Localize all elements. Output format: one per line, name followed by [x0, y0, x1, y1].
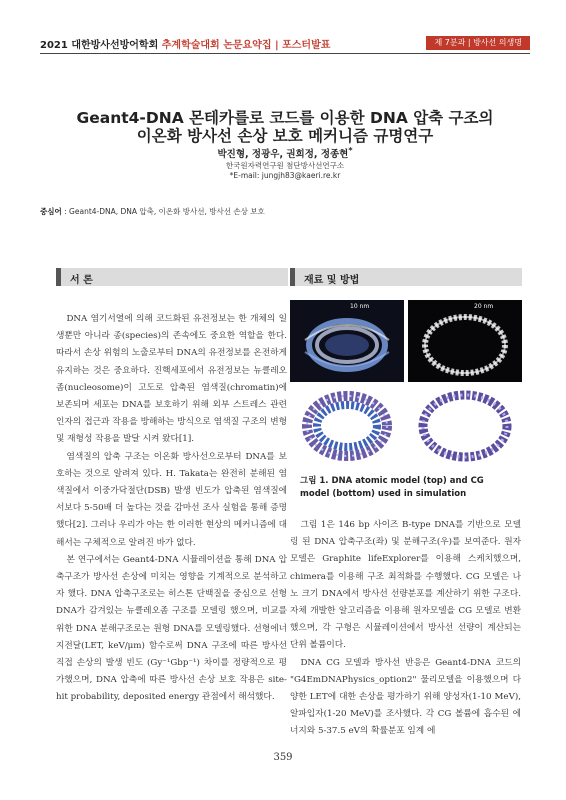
- authors: [40, 146, 530, 160]
- methods-paragraph-2: DNA CG 모델과 방사선 반응은 Geant4-DNA 코드의 "G4EmDNAPhysics_option2" 물리모델을 이용했으며 다양한 LET에 대한 손상을 평가하기 위해 양성자(1-10 MeV), 알파입자(1-20 MeV)를 조사했다. 각 CG 볼륨에 흡수된 에너지와 5-37.5 eV의 확률분포 임계 에: [290, 657, 521, 737]
- keywords-list: : Geant4-DNA, DNA 압축, 이온화 방사선, 방사선 손상 보호: [61, 207, 265, 216]
- figure-caption: 그림 1. DNA atomic model (top) and CG model (bottom) used in simulation: [300, 476, 484, 499]
- page-header: [40, 36, 530, 52]
- affiliation: 한국원자력연구원 첨단방사선연구소: [225, 161, 345, 170]
- scale-label-left: 10 nm: [350, 303, 370, 310]
- intro-paragraph-1: DNA 염기서열에 의해 코드화된 유전정보는 한 개체의 일생뿐만 아니라 종(species)의 존속에도 중요한 역할을 한다. 따라서 손상 위험의 노출로부터 DNA의 유전정보를 온전하게 유지하는 것은 중요하다. 진핵세포에서 유전정보는 뉴클레오좀(nucleosome)이 고도로 압축된 염색질(chromatin)에 보존되며 세포는 DNA를 보호하기 위해 외부 스트레스 관련 인자의 접근과 작용을 방해하는 방식으로 염색질 구조의 변형 및 재형성 작용을 발달 시켜 왔다[1].: [56, 314, 287, 445]
- intro-paragraph-2: 염색질의 압축 구조는 이온화 방사선으로부터 DNA를 보호하는 것으로 알려져 있다. H. Takata는 완전히 분해된 염색질에서 이중가닥절단(DSB) 발생 빈도가 압축된 염색질에서보다 5-50배 더 높다는 것을 감마선 조사 실험을 통해 증명했다[2]. 그러나 우리가 아는 한 이러한 현상의 메커니즘에 대해서는 구체적으로 알려진 바가 없다.: [56, 451, 287, 548]
- author-email: *E-mail: jungjh83@kaeri.re.kr: [229, 171, 341, 180]
- conference-name: 2021 대한방사선방어학회: [40, 40, 159, 51]
- methods-body: [290, 517, 521, 741]
- paper-title-line-1: Geant4-DNA 몬테카를로 코드를 이용한 DNA 압축 구조의: [76, 109, 494, 127]
- section-heading-bar: [56, 268, 61, 286]
- circular-cg-illustration: [408, 386, 522, 468]
- methods-paragraph-1: 그림 1은 146 bp 사이즈 B-type DNA를 기반으로 모델링 된 DNA 압축구조(좌) 및 분해구조(우)를 보여준다. 원자모델은 Graphite lifeExplorer를 이용해 스케치했으며, chimera를 이용해 구조 최적화를 수행했다. CG 모델은 나노 크기 DNA에서 방사선 선량분포를 계산하기 위한 구조다. 자체 개발한 알고리즘을 이용해 원자모델을 CG 모델로 변환했으며, 각 구형은 시뮬레이션에서 방사선 선량이 계산되는 단위 볼륨이다.: [290, 520, 521, 651]
- figure-dna-models: [290, 300, 522, 470]
- circular-dna-atomic-illustration: [408, 300, 522, 382]
- keywords: [40, 206, 530, 217]
- session-tag: 제 7분과 | 방사선 의생명: [426, 36, 530, 50]
- scale-label-right: 20 nm: [474, 303, 494, 310]
- cg-model-open-image: [408, 386, 522, 468]
- section-heading-methods: [290, 268, 522, 286]
- author-names: 박진형, 정광우, 권희정, 정종현: [217, 149, 349, 161]
- corresponding-mark: *: [348, 146, 353, 155]
- atomic-model-compact-image: [290, 300, 404, 382]
- nucleosome-atomic-illustration: [290, 300, 404, 382]
- nucleosome-cg-illustration: [290, 386, 404, 468]
- section-heading-introduction: [56, 268, 288, 286]
- paper-title-line-2: 이온화 방사선 손상 보호 메커니즘 규명연구: [136, 127, 434, 145]
- conference-title: [40, 36, 330, 51]
- section-title-introduction: 서 론: [70, 275, 93, 286]
- atomic-model-open-image: [408, 300, 522, 382]
- introduction-body: [56, 311, 287, 707]
- cg-model-compact-image: [290, 386, 404, 468]
- header-divider: [40, 53, 530, 54]
- section-title-methods: 재료 및 방법: [304, 275, 360, 286]
- page-number: 359: [273, 752, 293, 763]
- keywords-label: 중심어: [40, 207, 62, 216]
- proceedings-label: 추계학술대회 논문요약집 | 포스터발표: [161, 40, 331, 51]
- section-heading-bar: [290, 268, 295, 286]
- intro-paragraph-3: 본 연구에서는 Geant4-DNA 시뮬레이션을 통해 DNA 압축구조가 방사선 손상에 미치는 영향을 기계적으로 분석하고자 했다. DNA 압축구조로는 히스톤 단백질을 중심으로 선형 DNA가 감겨있는 뉴클레오좀 구조를 모델링 했으며, 비교를 위한 DNA 분해구조로는 원형 DNA를 모델링했다. 선형에너지전달(LET, keV/μm) 함수로써 DNA 구조에 따른 방사선 직접 손상의 발생 빈도 (Gy⁻¹Gbp⁻¹) 차이를 정량적으로 평가했으며, DNA 압축에 따른 방사선 손상 보호 작용은 site-hit probability, deposited energy 관점에서 해석했다.: [56, 554, 287, 703]
